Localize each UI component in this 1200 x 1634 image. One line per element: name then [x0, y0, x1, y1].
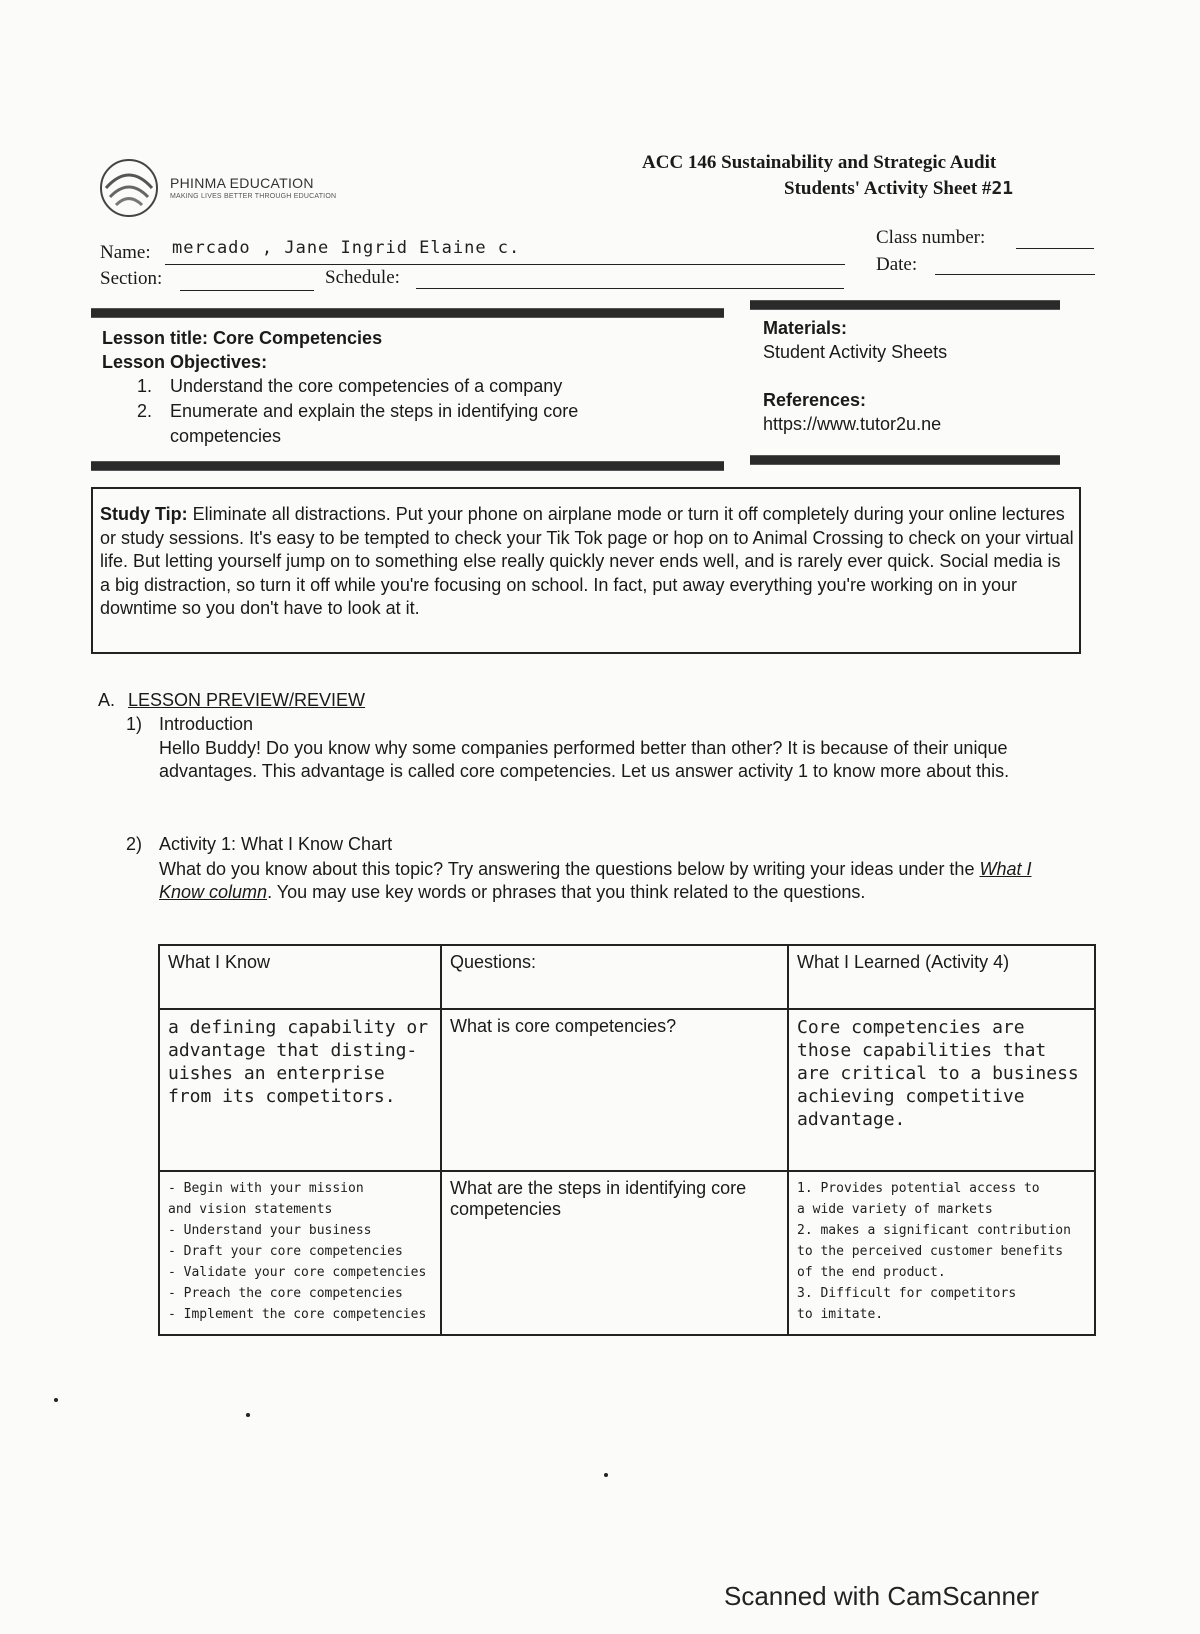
lesson-title-label: Lesson title: [102, 328, 209, 348]
date-label: Date: [876, 254, 918, 275]
item2-text [159, 858, 1039, 904]
what-i-know-chart [158, 944, 1096, 1336]
references-label: References: [763, 390, 867, 410]
item2-title: Activity 1: What I Know Chart [159, 834, 393, 854]
name-value[interactable]: mercado , Jane Ingrid Elaine c. [172, 238, 521, 258]
item1-num: 1) [126, 714, 143, 734]
know-cell[interactable]: - Begin with your mission and vision statements - Understand your business - Draft your core competencies - Validate your core competencies - Preach the core competencies - Implement the core competencies [159, 1171, 441, 1335]
section-field[interactable] [180, 290, 314, 291]
sheet-number: 21 [991, 178, 1014, 199]
org-tagline: MAKING LIVES BETTER THROUGH EDUCATION [170, 193, 337, 200]
what-i-know-link: What I Know column [159, 859, 1032, 902]
lesson-title [102, 328, 382, 349]
date-field[interactable] [935, 274, 1095, 275]
sheet-title-text: Students' Activity Sheet # [784, 178, 992, 199]
lesson-title-value: Core Competencies [213, 328, 383, 348]
course-title: ACC 146 Sustainability and Strategic Audit [642, 152, 997, 173]
item1-title: Introduction [159, 714, 254, 734]
divider-top-left [91, 308, 724, 318]
divider-bottom-right [750, 455, 1060, 465]
section-a-heading [98, 690, 365, 711]
section-label: Section: [100, 268, 163, 289]
camscanner-watermark: Scanned with CamScanner [724, 1581, 1040, 1611]
schedule-label: Schedule: [325, 267, 400, 288]
learned-cell[interactable]: 1. Provides potential access to a wide variety of markets 2. makes a significant contribution to the perceived customer benefits of the end product. 3. Difficult for competitors to imitate. [788, 1171, 1095, 1335]
materials-label: Materials: [763, 318, 848, 338]
question-cell: What is core competencies? [441, 1009, 788, 1171]
header-what-i-know: What I Know [159, 945, 441, 1009]
references-link[interactable]: https://www.tutor2u.ne [763, 414, 942, 434]
divider-bottom-left [91, 461, 724, 471]
scan-speck [54, 1398, 58, 1402]
class-number-label: Class number: [876, 227, 986, 248]
name-label: Name: [100, 242, 151, 263]
table-row [159, 1009, 1095, 1171]
name-underline [165, 264, 845, 265]
item2-num: 2) [126, 834, 143, 854]
materials-value: Student Activity Sheets [763, 342, 948, 362]
scan-speck [604, 1473, 608, 1477]
question-cell: What are the steps in identifying core competencies [441, 1171, 788, 1335]
phinma-logo-icon [98, 157, 160, 219]
item2-text-a: What do you know about this topic? Try answering the questions below by writing your ideas under the [159, 859, 980, 879]
objective-item: 1. Understand the core competencies of a company [137, 376, 563, 396]
objective-item: competencies [170, 426, 282, 446]
objective-item: 2. Enumerate and explain the steps in identifying core [137, 401, 579, 421]
section-a-letter: A. [98, 690, 116, 710]
header-what-i-learned: What I Learned (Activity 4) [788, 945, 1095, 1009]
objectives-list [137, 374, 677, 449]
scan-speck [246, 1413, 250, 1417]
divider-top-right [750, 300, 1060, 310]
learned-cell[interactable]: Core competencies are those capabilities that are critical to a business achieving competitive advantage. [788, 1009, 1095, 1171]
class-number-field[interactable] [1016, 248, 1094, 249]
item1-text: Hello Buddy! Do you know why some companies performed better than other? It is because of their unique advantages. This advantage is called core competencies. Let us answer activity 1 to know more about this. [159, 738, 1010, 781]
know-cell[interactable]: a defining capability or advantage that disting- uishes an enterprise from its competitors. [159, 1009, 441, 1171]
section-a-title: LESSON PREVIEW/REVIEW [128, 690, 366, 710]
table-row [159, 1171, 1095, 1335]
study-tip-text [100, 503, 1075, 621]
table-header-row [159, 945, 1095, 1009]
objectives-label: Lesson Objectives: [102, 352, 268, 372]
study-tip-label: Study Tip: [100, 504, 188, 524]
schedule-field[interactable] [416, 288, 844, 289]
study-tip-body: Eliminate all distractions. Put your phone on airplane mode or turn it off completely during your online lectures or study sessions. It's easy to be tempted to check your Tik Tok page or hop on to Animal Crossing to check on your virtual life. But letting yourself jump on to something else really quickly never ends well, and is rarely ever quick. Social media is a big distraction, so turn it off while you're focusing on school. In fact, put away everything you're working on in your downtime so you don't have to look at it. [100, 504, 1074, 618]
sheet-title [784, 178, 1013, 200]
header-questions: Questions: [441, 945, 788, 1009]
org-name: PHINMA EDUCATION [170, 175, 314, 191]
item2-text-b: . You may use key words or phrases that you think related to the questions. [267, 882, 866, 902]
